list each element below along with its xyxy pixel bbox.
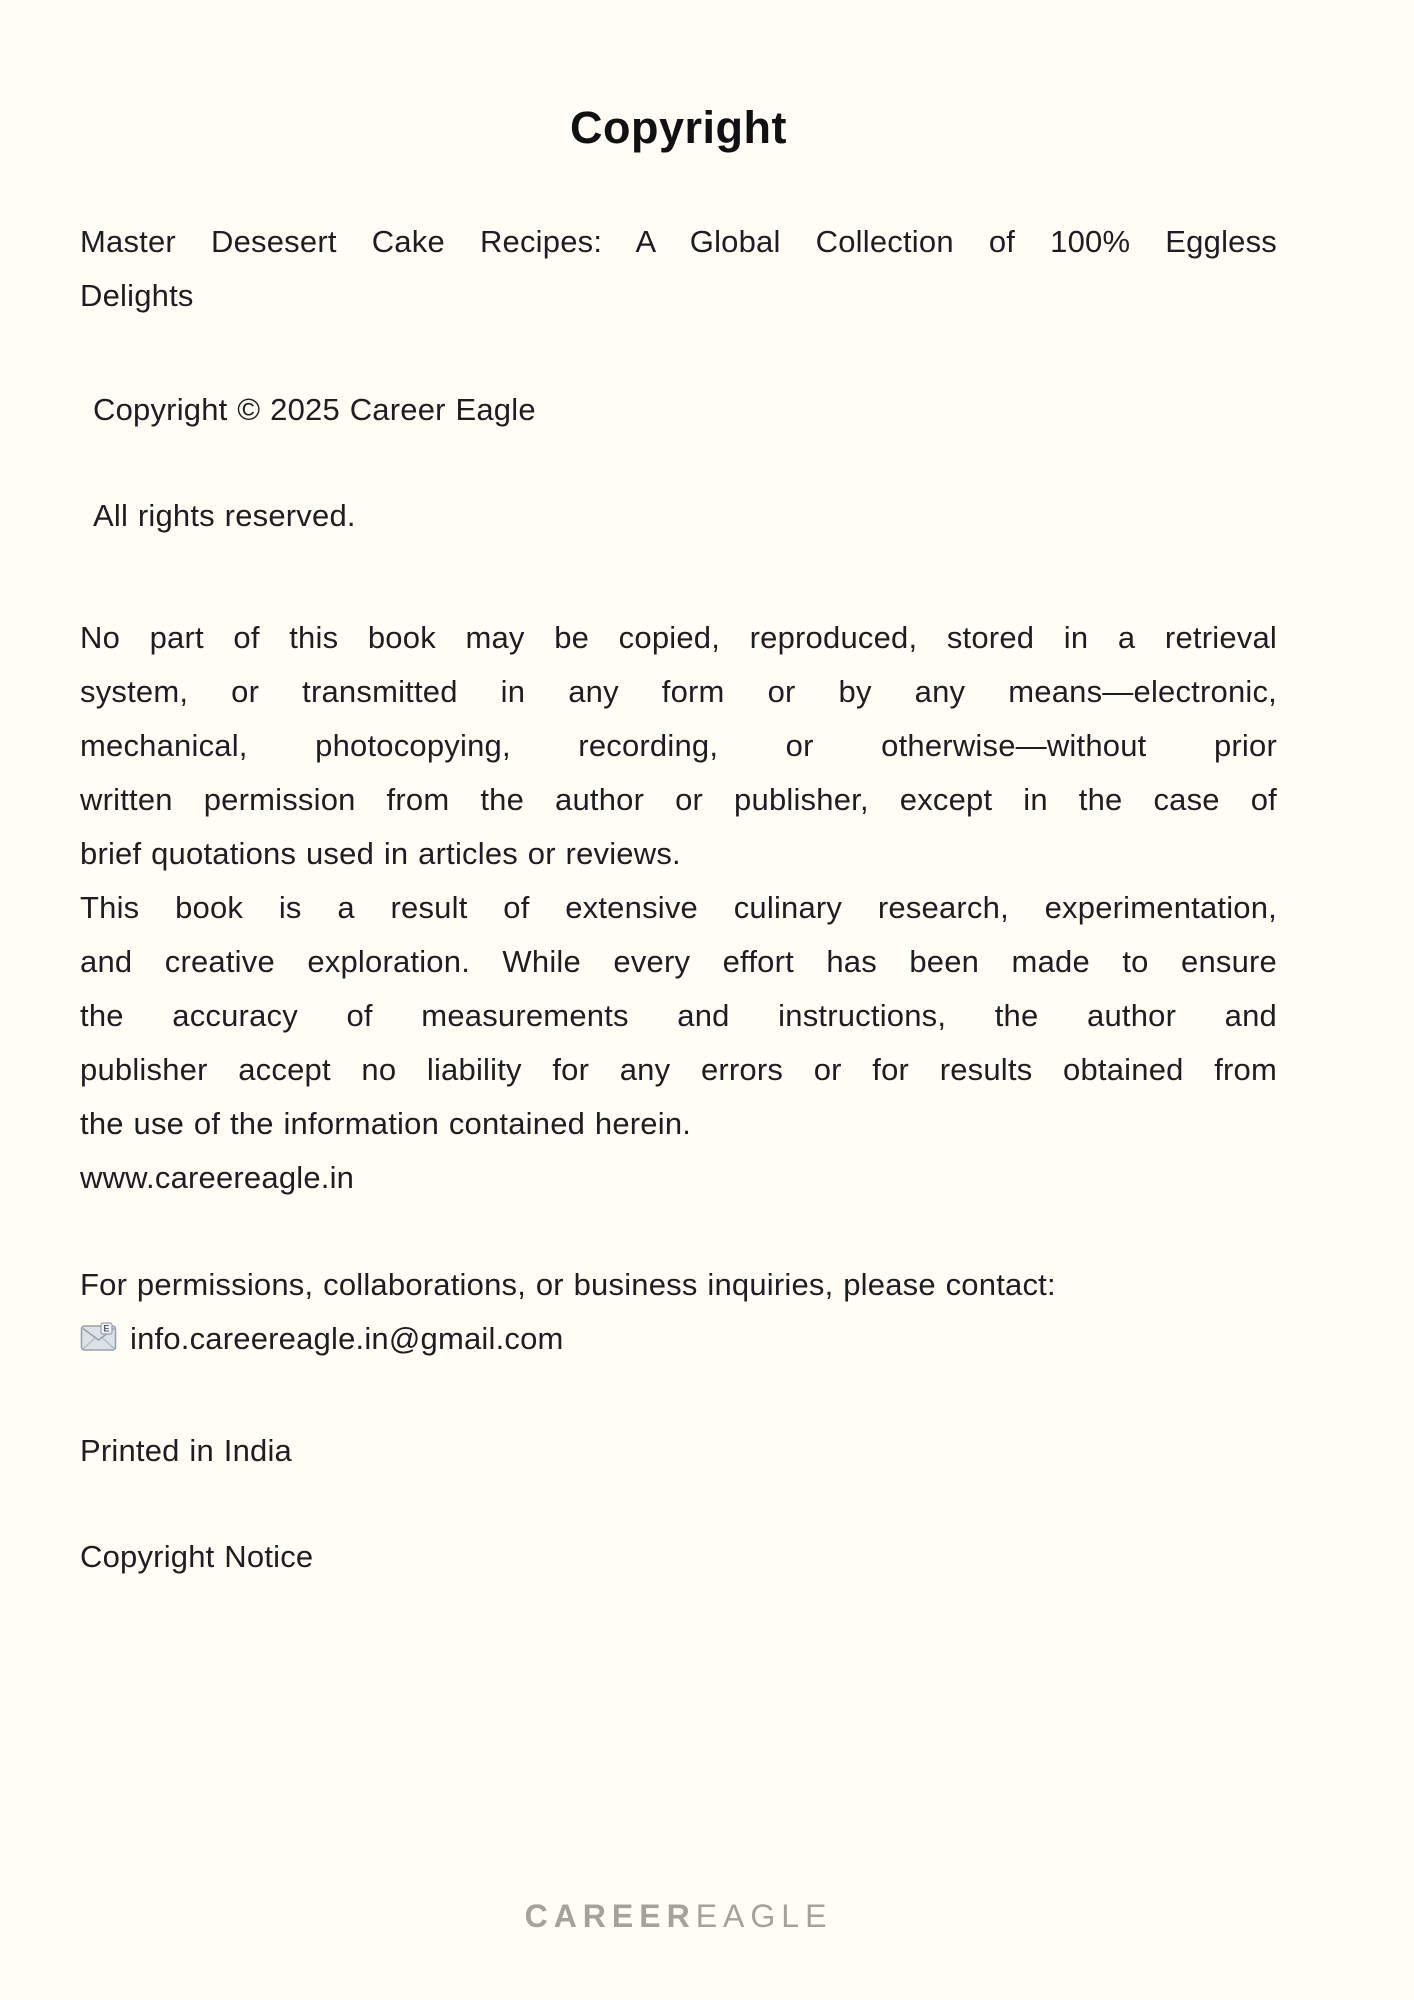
website-url: www.careereagle.in: [80, 1160, 355, 1195]
text-line: and creative exploration. While every effort has been made to ensure: [80, 944, 1277, 979]
copyright-notice-line: [80, 1530, 1277, 1584]
text-line: Printed in India: [80, 1433, 292, 1468]
text-line: mechanical, photocopying, recording, or otherwise—without prior: [80, 728, 1277, 763]
contact-paragraph: [80, 1258, 1277, 1369]
text-line: Delights: [80, 278, 194, 313]
legal-paragraph: [80, 611, 1277, 881]
publisher-logo: [80, 1896, 1277, 1936]
book-title-paragraph: [80, 215, 1277, 323]
text-line: the use of the information contained herein.: [80, 1106, 692, 1141]
page-title: Copyright: [570, 102, 787, 153]
text-line: system, or transmitted in any form or by any means—electronic,: [80, 674, 1277, 709]
website-line: [80, 1151, 1277, 1205]
text-line: written permission from the author or publisher, except in the case of: [80, 782, 1277, 817]
text-line: All rights reserved.: [93, 498, 356, 533]
disclaimer-paragraph: [80, 881, 1277, 1151]
publisher-logo-career: CAREER: [524, 1898, 696, 1934]
svg-text:E: E: [103, 1323, 110, 1334]
printed-in-line: [80, 1424, 1277, 1478]
contact-intro-line: For permissions, collaborations, or business inquiries, please contact:: [80, 1267, 1056, 1302]
contact-email-line: [80, 1312, 1277, 1369]
text-line: Copyright © 2025 Career Eagle: [93, 392, 536, 427]
text-line: publisher accept no liability for any errors or for results obtained from: [80, 1052, 1277, 1087]
email-envelope-icon: [80, 1315, 118, 1369]
text-line: the accuracy of measurements and instructions, the author and: [80, 998, 1277, 1033]
contact-email-address: info.careereagle.in@gmail.com: [130, 1321, 564, 1356]
rights-reserved-line: [80, 489, 1277, 543]
text-line: No part of this book may be copied, reproduced, stored in a retrieval: [80, 620, 1277, 655]
text-line: Copyright Notice: [80, 1539, 314, 1574]
copyright-year-line: [80, 383, 1277, 437]
text-line: This book is a result of extensive culinary research, experimentation,: [80, 890, 1277, 925]
publisher-logo-eagle: EAGLE: [695, 1898, 833, 1934]
text-line: brief quotations used in articles or reviews.: [80, 836, 681, 871]
text-line: Master Desesert Cake Recipes: A Global Collection of 100% Eggless: [80, 224, 1277, 259]
